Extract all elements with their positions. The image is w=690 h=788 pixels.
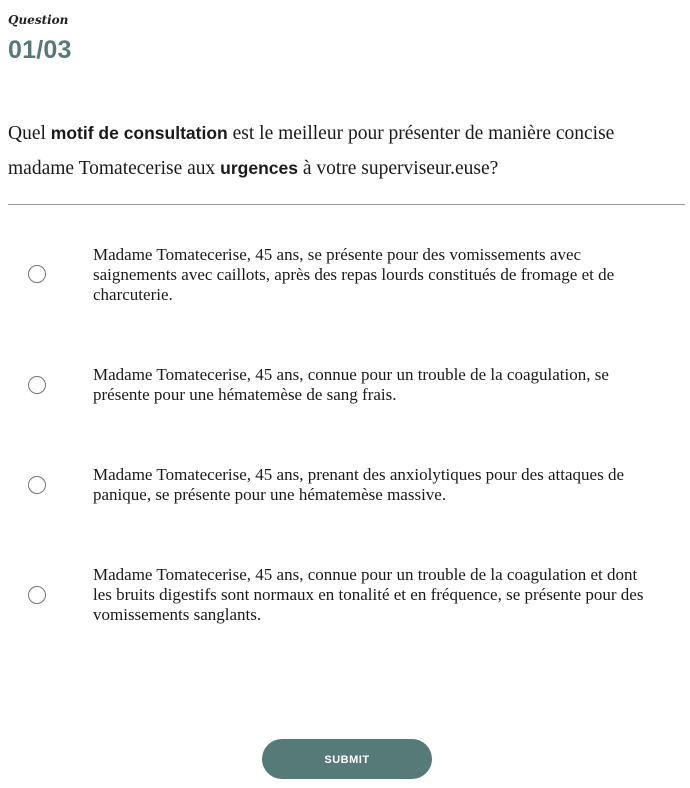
submit-button[interactable]: SUBMIT: [262, 739, 432, 779]
prompt-text-2: est le meilleur pour présenter de manière concise madame Tomatecerise aux: [8, 123, 615, 179]
prompt-emphasis-2: urgences: [220, 158, 298, 178]
radio-button[interactable]: [28, 586, 46, 604]
answer-option-1[interactable]: [0, 244, 690, 308]
option-text: Madame Tomatecerise, 45 ans, connue pour un trouble de la coagulation et dont les bruits digestifs sont normaux en tonalité et en fréquence, se présente pour des vomissements sanglants.: [93, 565, 644, 624]
radio-button[interactable]: [28, 376, 46, 394]
radio-button[interactable]: [28, 476, 46, 494]
option-text: Madame Tomatecerise, 45 ans, connue pour un trouble de la coagulation, se présente pour une hématemèse de sang frais.: [93, 365, 609, 404]
prompt-text-1: Quel: [8, 123, 51, 144]
answer-option-3[interactable]: [0, 464, 690, 508]
answer-option-2[interactable]: [0, 364, 690, 408]
option-text: Madame Tomatecerise, 45 ans, prenant des anxiolytiques pour des attaques de panique, se présente pour une hématemèse massive.: [93, 465, 625, 504]
radio-button[interactable]: [28, 265, 46, 283]
prompt-emphasis-1: motif de consultation: [50, 123, 228, 143]
question-label: Question: [8, 13, 69, 27]
prompt-text-3: à votre superviseur.euse?: [297, 158, 499, 179]
question-prompt: [8, 116, 668, 186]
divider: [8, 204, 685, 205]
answer-option-4[interactable]: [0, 564, 690, 628]
option-text: Madame Tomatecerise, 45 ans, se présente pour des vomissements avec saignements avec caillots, après des repas lourds constitués de fromage et de charcuterie.: [93, 245, 615, 304]
question-number: 01/03: [8, 36, 72, 64]
